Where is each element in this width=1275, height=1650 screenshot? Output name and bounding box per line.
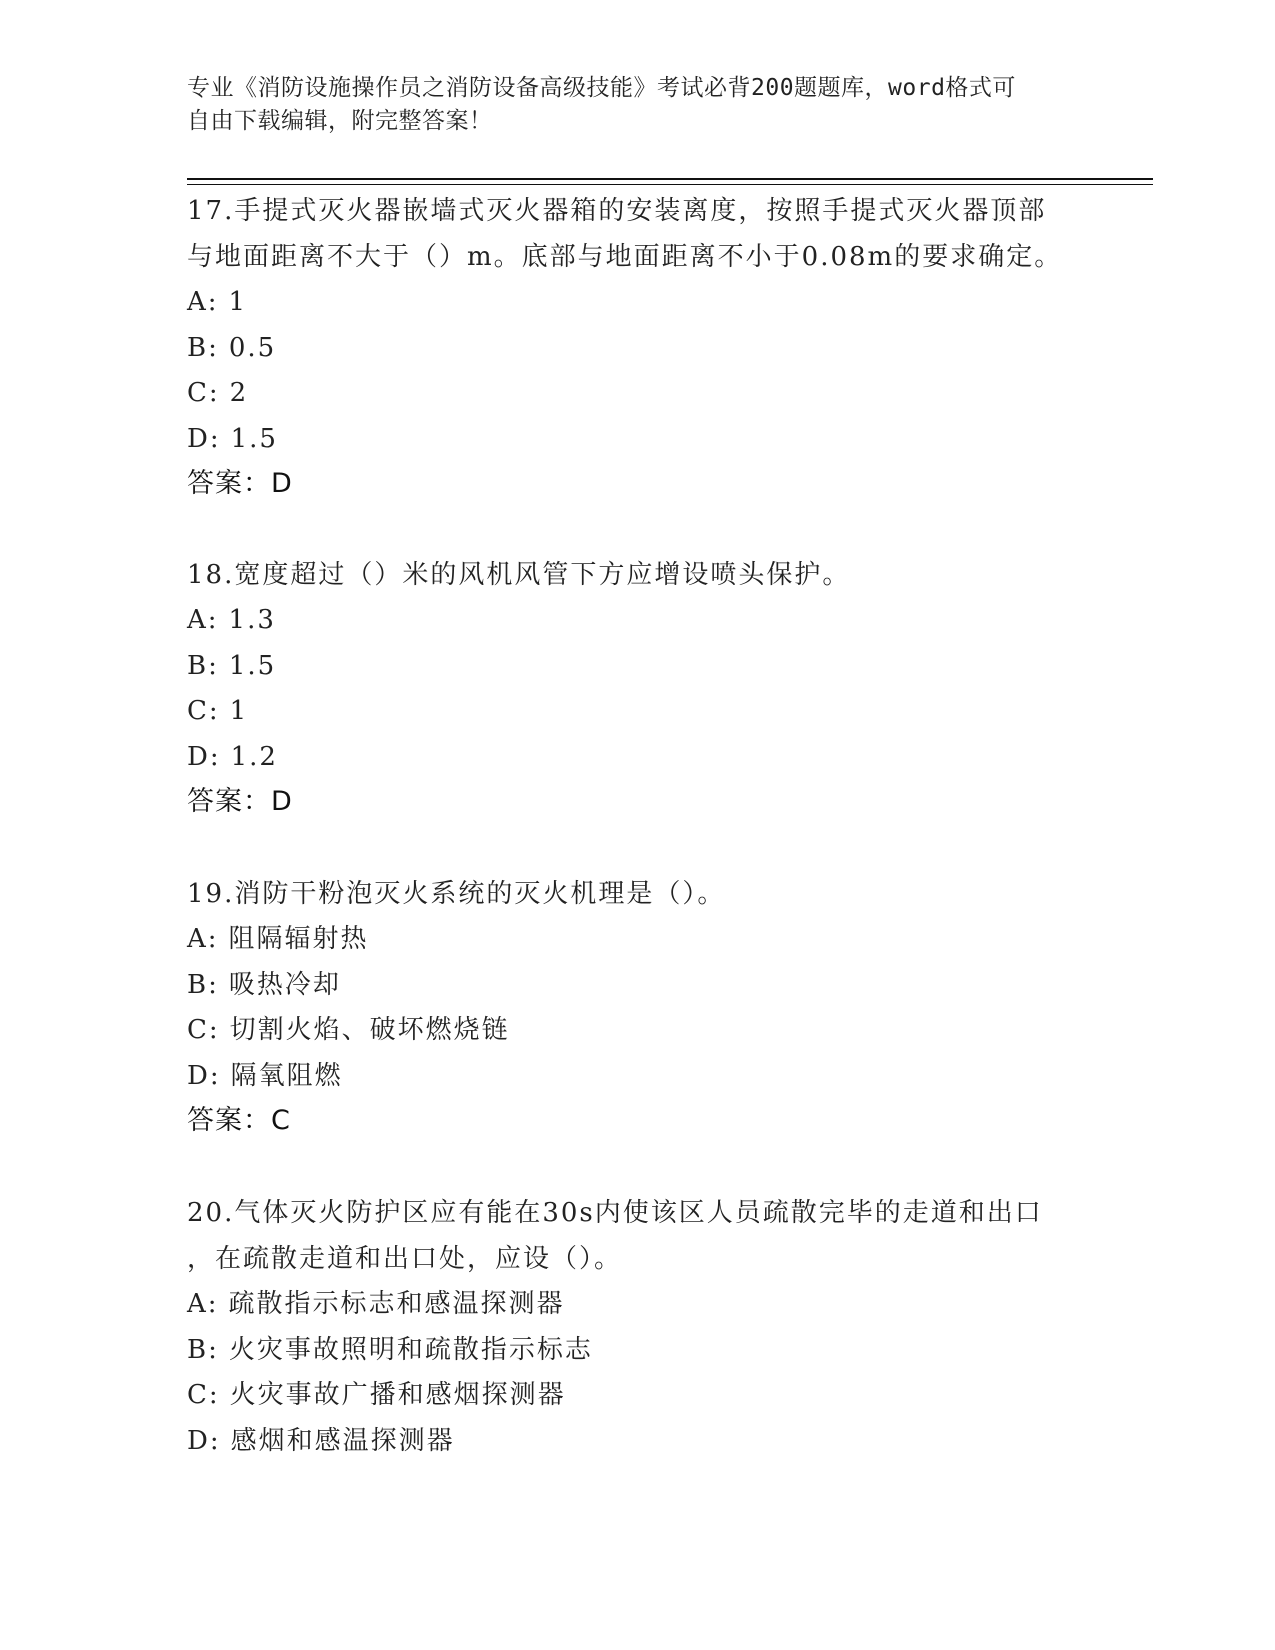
question-stem: [187, 871, 1087, 917]
option-text: 火灾事故照明和疏散指示标志: [228, 1334, 593, 1365]
question-18: [187, 552, 1087, 824]
header-line-1: 专业《消防设施操作员之消防设备高级技能》考试必背200题题库，word格式可: [187, 75, 1016, 101]
question-stem-line-2: 与地面距离不大于（）m。底部与地面距离不小于0.08m的要求确定。: [187, 242, 1063, 272]
option-text: 1.5: [230, 423, 278, 454]
option-text: 阻隔辐射热: [228, 924, 369, 954]
option-text: 2: [229, 378, 249, 408]
option-c: [187, 1008, 1087, 1054]
question-stem-line-1: 18.宽度超过（）米的风机风管下方应增设喷头保护。: [187, 560, 851, 590]
option-text: 火灾事故广播和感烟探测器: [229, 1380, 566, 1410]
option-label: D:: [187, 423, 221, 454]
option-d: [187, 735, 1087, 781]
option-c: [187, 689, 1087, 735]
question-stem-line-1: 17.手提式灭火器嵌墙式灭火器箱的安装离度，按照手提式灭火器顶部: [187, 196, 1047, 226]
header-divider-thin: [187, 184, 1153, 185]
option-text: 吸热冷却: [228, 969, 341, 1000]
option-b: [187, 963, 1087, 1009]
option-label: A:: [187, 287, 219, 317]
option-text: 感烟和感温探测器: [230, 1425, 455, 1456]
question-stem-line-1: 20.气体灭火防护区应有能在30s内使该区人员疏散完毕的走道和出口: [187, 1198, 1043, 1228]
option-a: [187, 280, 1087, 326]
answer-line: 答案：D: [187, 786, 293, 817]
option-label: C:: [187, 696, 220, 726]
option-a: [187, 1282, 1087, 1328]
header-divider-thick: [187, 178, 1153, 180]
option-text: 疏散指示标志和感温探测器: [228, 1289, 565, 1319]
option-text: 隔氧阻燃: [230, 1060, 343, 1091]
question-stem-line-1: 19.消防干粉泡灭火系统的灭火机理是（）。: [187, 879, 726, 909]
document-header: [187, 72, 1067, 138]
option-text: 1.3: [228, 605, 276, 635]
option-label: A:: [187, 1289, 219, 1319]
option-label: C:: [187, 378, 220, 408]
option-c: [187, 371, 1087, 417]
option-text: 1.5: [228, 650, 277, 681]
question-stem-line-2: ，在疏散走道和出口处，应设（）。: [187, 1244, 623, 1274]
question-stem: [187, 552, 1087, 598]
option-b: [187, 326, 1087, 372]
question-20: [187, 1190, 1087, 1464]
header-line-2: 自由下载编辑，附完整答案！: [187, 108, 493, 134]
option-label: D:: [187, 1425, 221, 1456]
option-c: [187, 1373, 1087, 1419]
option-text: 1: [228, 287, 248, 317]
option-d: [187, 1419, 1087, 1465]
option-d: [187, 1054, 1087, 1100]
option-label: B:: [187, 650, 219, 681]
answer-line: 答案：D: [187, 468, 293, 499]
option-label: B:: [187, 332, 219, 363]
option-text: 切割火焰、破坏燃烧链: [229, 1015, 510, 1045]
option-label: D:: [187, 741, 221, 772]
option-text: 1.2: [230, 741, 278, 772]
option-label: C:: [187, 1015, 220, 1045]
option-b: [187, 644, 1087, 690]
option-label: D:: [187, 1060, 221, 1091]
option-a: [187, 917, 1087, 963]
option-d: [187, 417, 1087, 463]
question-stem: [187, 1190, 1087, 1282]
option-label: C:: [187, 1380, 220, 1410]
question-19: [187, 871, 1087, 1143]
option-text: 1: [229, 696, 249, 726]
option-label: A:: [187, 605, 219, 635]
option-b: [187, 1328, 1087, 1374]
answer-line: 答案：C: [187, 1105, 291, 1136]
option-label: A:: [187, 924, 219, 954]
option-a: [187, 598, 1087, 644]
question-stem: [187, 188, 1087, 280]
option-label: B:: [187, 969, 219, 1000]
option-text: 0.5: [228, 332, 277, 363]
option-label: B:: [187, 1334, 219, 1365]
question-17: [187, 188, 1087, 506]
